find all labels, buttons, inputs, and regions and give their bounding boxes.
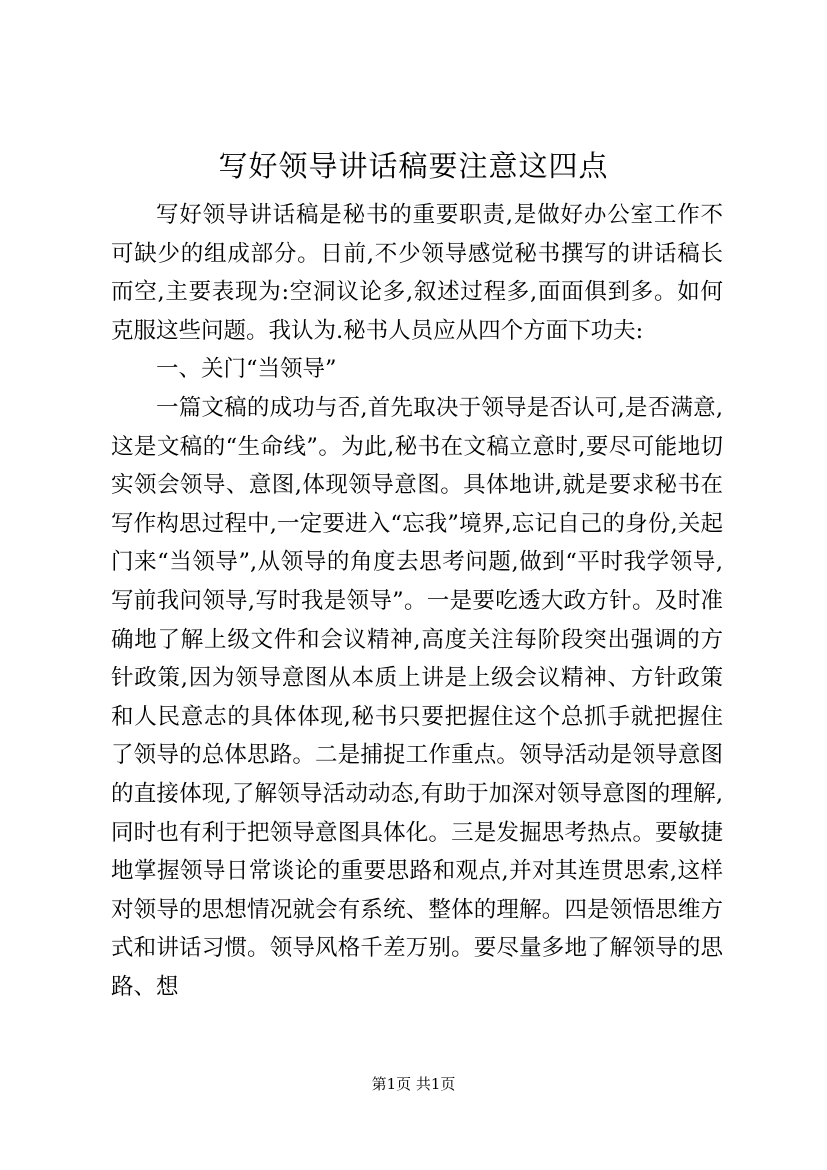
intro-paragraph: 写好领导讲话稿是秘书的重要职责,是做好办公室工作不可缺少的组成部分。日前,不少领导感觉秘书撰写的讲话稿长而空,主要表现为:空洞议论多,叙述过程多,面面俱到多。如何克服这些问题。我认为.秘书人员应从四个方面下功夫: [111, 202, 723, 344]
page-number-footer: 第1页 共1页 [371, 1075, 456, 1093]
document-title: 写好领导讲话稿要注意这四点 [218, 149, 609, 183]
section-paragraph: 一篇文稿的成功与否,首先取决于领导是否认可,是否满意,这是文稿的“生命线”。为此,秘书在文稿立意时,要尽可能地切实领会领导、意图,体现领导意图。具体地讲,就是要求秘书在写作构思过程中,一定要进入“忘我”境界,忘记自己的身份,关起门来“当领导”,从领导的角度去思考问题,做到“平时我学领导,写前我问领导,写时我是领导”。一是要吃透大政方针。及时准确地了解上级文件和会议精神,高度关注每阶段突出强调的方针政策,因为领导意图从本质上讲是上级会议精神、方针政策和人民意志的具体体现,秘书只要把握住这个总抓手就把握住了领导的总体思路。二是捕捉工作重点。领导活动是领导意图的直接体现,了解领导活动动态,有助于加深对领导意图的理解,同时也有利于把领导意图具体化。三是发掘思考热点。要敏捷地掌握领导日常谈论的重要思路和观点,并对其连贯思索,这样对领导的思想情况就会有系统、整体的理解。四是领悟思维方式和讲话习惯。领导风格千差万别。要尽量多地了解领导的思路、想 [111, 394, 723, 1000]
section-heading: 一、关门“当领导” [156, 356, 337, 383]
document-body [111, 196, 723, 1006]
